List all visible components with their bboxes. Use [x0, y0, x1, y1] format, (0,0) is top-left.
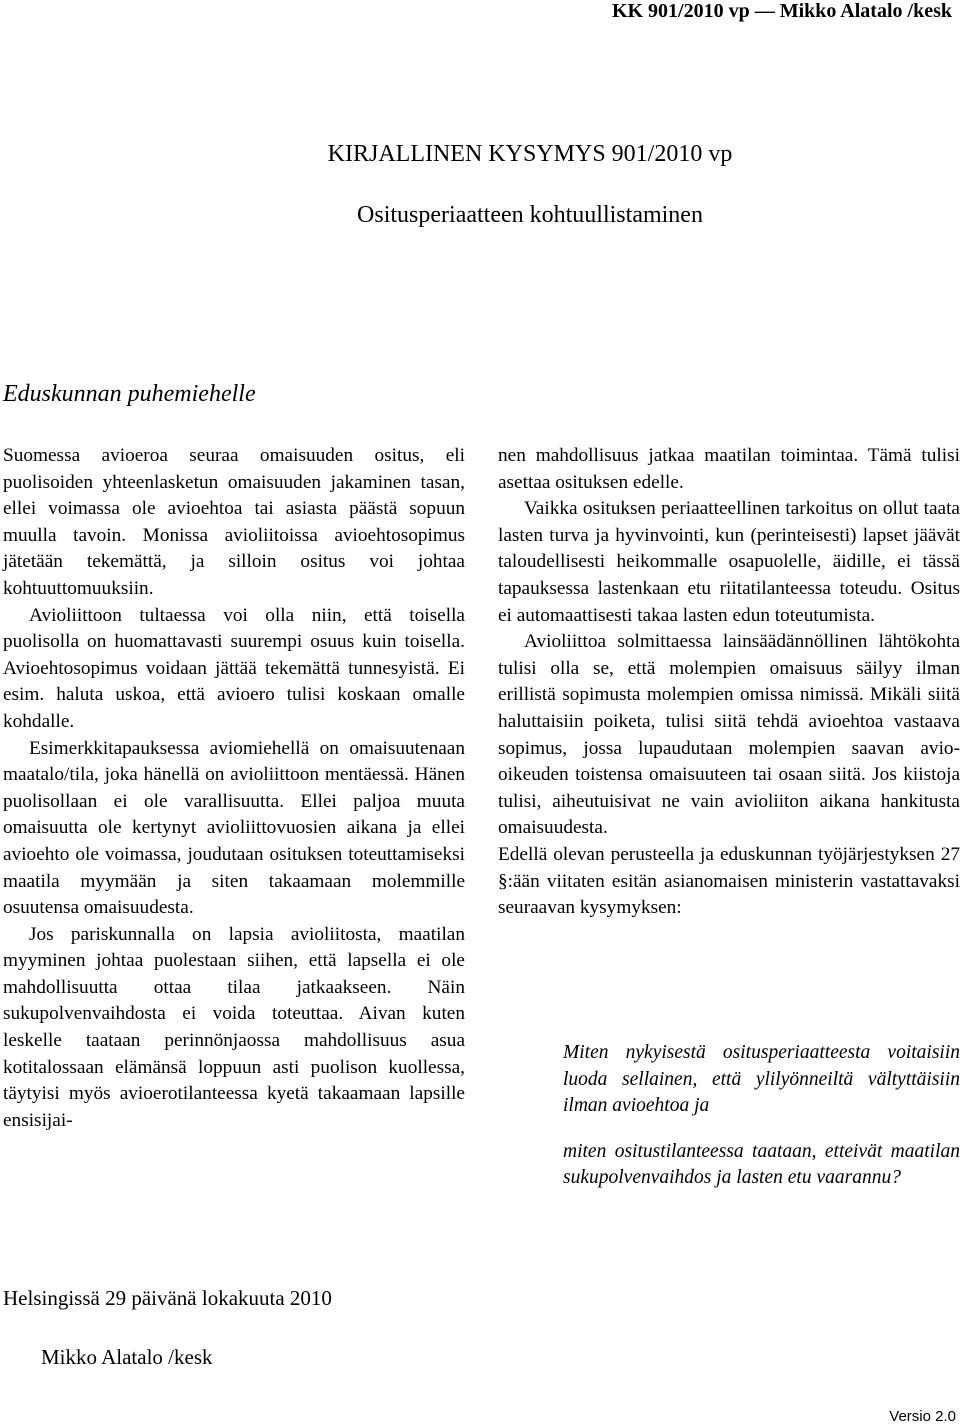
right-paragraph-2: Vaikka osituksen periaatteellinen tarkoitus on ollut taata lasten turva ja hyvinvointi, kun (perinteisesti) lapset jäävät taloudellisesti heikommalle osapuolelle, äidille, ei tässä tapauksessa lastenkaan etu riitatilanteessa toteudu. Ositus ei automaattisesti takaa lasten edun toteutumista.	[498, 498, 960, 626]
left-paragraph-2: Avioliittoon tultaessa voi olla niin, että toisella puolisolla on huomattavasti suurempi osuus kuin toisella. Avioehtosopimus voidaan jättää tekemättä tunnesyistä. Ei esim. haluta uskoa, että avioero tulisi koskaan omalle kohdalle.	[3, 604, 465, 732]
question-intro: Edellä olevan perusteella ja eduskunnan työjärjestyksen 27 §:ään viitaten esitän asianomaisen ministerin vastattavaksi seuraavan kysymyksen:	[498, 843, 960, 919]
right-column	[498, 443, 960, 922]
question-1: Miten nykyisestä ositusperiaatteesta voitaisiin luoda sellainen, että ylilyönneiltä vältyttäisiin ilman avioehtoa ja	[563, 1042, 960, 1116]
signer-name: Mikko Alatalo /kesk	[41, 1345, 213, 1369]
document-header: KK 901/2010 vp — Mikko Alatalo /kesk	[611, 0, 952, 22]
right-paragraph-1: nen mahdollisuus jatkaa maatilan toimintaa. Tämä tulisi asettaa osituksen edelle.	[498, 445, 960, 493]
left-paragraph-4: Jos pariskunnalla on lapsia avioliitosta, maatilan myyminen johtaa puolestaan siihen, että lapsella ei ole mahdollisuutta ottaa tilaa jatkaakseen. Näin sukupolvenvaihdosta ei voida toteuttaa. Aivan kuten leskelle taataan perinnönjaossa mahdollisuus asua kotitalossaan elämänsä loppuun asti puolison kuollessa, täytyisi myös avioerotilanteessa kyetä takaamaan lapsille ensisijai-	[3, 923, 465, 1131]
right-paragraph-3: Avioliittoa solmittaessa lainsäädännöllinen lähtökohta tulisi olla se, että molempien omaisuus säilyy ilman erillistä sopimusta molempien omissa nimissä. Mikäli siitä haluttaisiin poiketa, tulisi siitä tehdä avioehtoa vastaava sopimus, jossa lupaudutaan molempien saavan avio-oikeuden toistensa omaisuuteen tai osaan siitä. Jos kiistoja tulisi, aiheutuisivat ne vain avioliiton aikana hankitusta omaisuudesta.	[498, 631, 960, 839]
place-and-date: Helsingissä 29 päivänä lokakuuta 2010	[3, 1286, 332, 1310]
left-paragraph-1: Suomessa avioeroa seuraa omaisuuden ositus, eli puolisoiden yhteenlasketun omaisuuden jakaminen tasan, ellei voimassa ole avioehtoa tai asiasta päästä sopuun muulla tavoin. Monissa avioliitoissa avioehtosopimus jätetään tekemättä, ja silloin ositus voi johtaa kohtuuttomuuksiin.	[3, 445, 465, 599]
left-paragraph-3: Esimerkkitapauksessa aviomiehellä on omaisuutenaan maatalo/tila, joka hänellä on avioliittoon mentäessä. Hänen puolisollaan ei ole varallisuutta. Ellei paljoa muuta omaisuutta ole kertynyt avioliittovuosien aikana ja ellei avioehto ole voimassa, joudutaan osituksen toteuttamiseksi maatila myymään ja siten takaamaan molemmille osuutensa omaisuudesta.	[3, 737, 465, 919]
version-label: Versio 2.0	[889, 1408, 956, 1425]
salutation: Eduskunnan puhemiehelle	[3, 381, 256, 407]
document-type-title: KIRJALLINEN KYSYMYS 901/2010 vp	[327, 141, 733, 167]
questions-block	[563, 1040, 960, 1192]
question-2: miten ositustilanteessa taataan, etteivät maatilan sukupolvenvaihdos ja lasten etu vaarannu?	[563, 1140, 960, 1188]
document-subject: Ositusperiaatteen kohtuullistaminen	[357, 202, 703, 228]
left-column	[3, 443, 465, 1134]
